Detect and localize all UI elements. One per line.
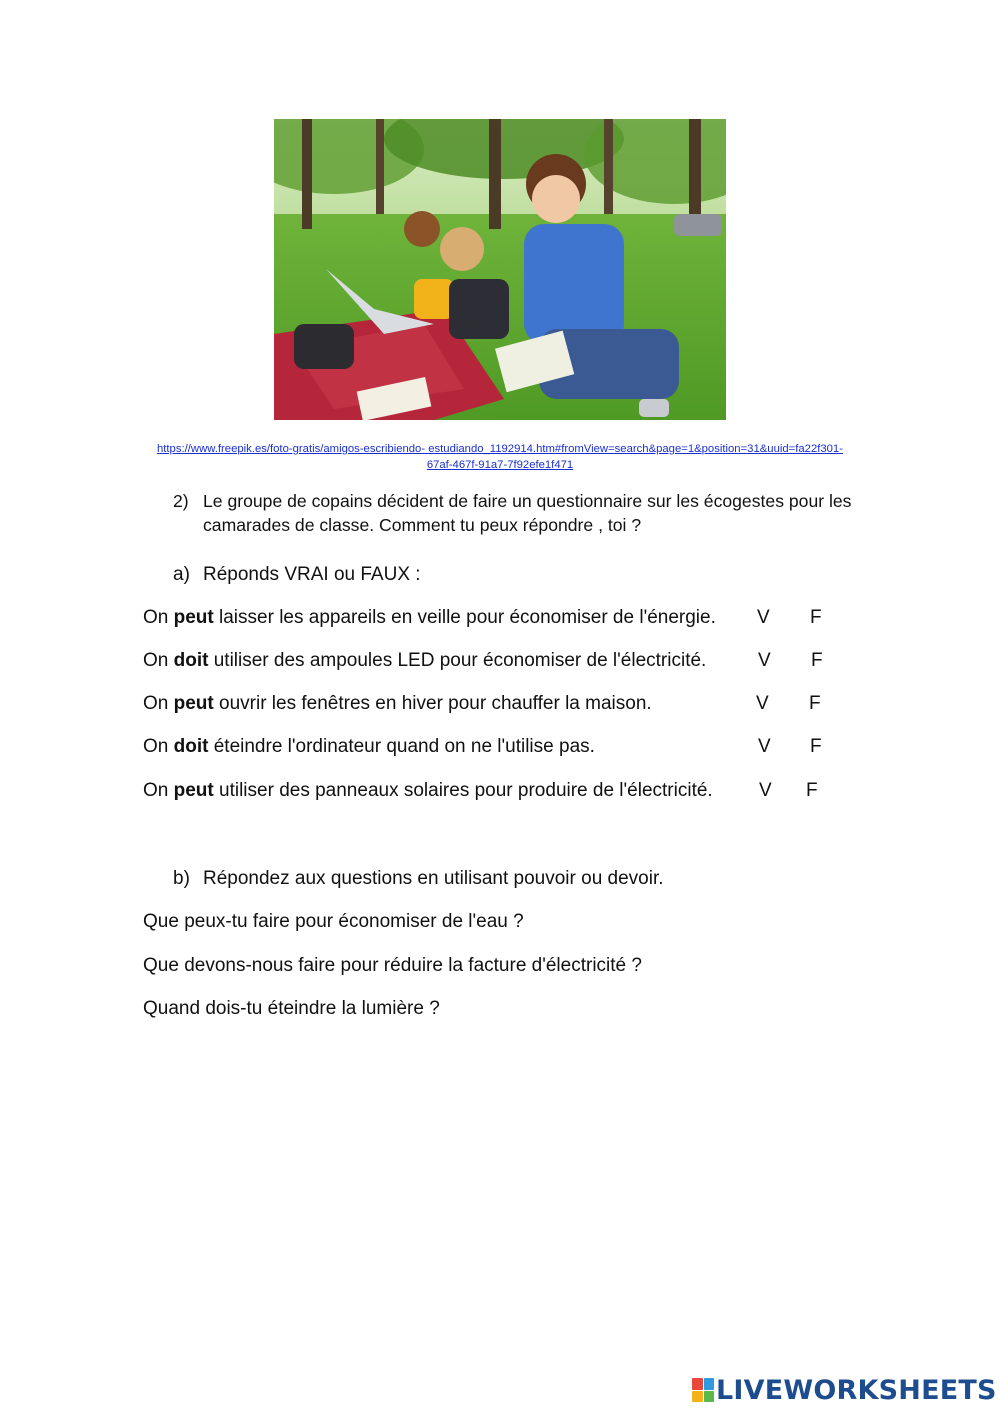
question-b1: Que peux-tu faire pour économiser de l'eau ? [143,911,524,932]
logo-tile [704,1391,715,1403]
statement-1 [143,606,716,630]
statement-modal: peut [173,607,214,628]
part-b-label: b) [173,868,190,889]
question-number: 2) [173,491,189,511]
statement-modal: peut [173,780,214,801]
logo-text: LIVEWORKSHEETS [716,1374,997,1406]
statement-modal: doit [173,650,209,671]
statement-prefix: On [143,607,174,628]
false-option-5[interactable]: F [806,780,818,801]
statement-4 [143,735,595,759]
true-option-3[interactable]: V [756,693,769,714]
statement-prefix: On [143,650,174,671]
true-option-1[interactable]: V [757,607,770,628]
liveworksheets-logo[interactable] [692,1374,997,1406]
statement-2 [143,649,706,673]
statement-rest: éteindre l'ordinateur quand on ne l'utilise pas. [208,736,595,757]
photo-illustration [274,119,726,420]
false-option-4[interactable]: F [810,736,822,757]
true-option-2[interactable]: V [758,650,771,671]
source-link-line1[interactable]: https://www.freepik.es/foto-gratis/amigos-escribiendo- estudiando_1192914.htm#fromView=search&page=1&position=31&uuid=fa22f301- [157,443,843,455]
part-a-instruction: Réponds VRAI ou FAUX : [203,564,421,585]
statement-rest: utiliser des panneaux solaires pour produire de l'électricité. [213,780,713,801]
true-option-5[interactable]: V [759,780,772,801]
part-a-label: a) [173,564,190,585]
logo-tile [692,1391,703,1403]
liveworksheets-logo-icon [692,1378,714,1402]
statement-modal: peut [173,693,214,714]
question-text: Le groupe de copains décident de faire un questionnaire sur les écogestes pour les camarades de classe. Comment tu peux répondre , toi ? [203,491,852,535]
question-b2: Que devons-nous faire pour réduire la facture d'électricité ? [143,955,642,976]
question-b3: Quand dois-tu éteindre la lumière ? [143,998,440,1019]
statement-rest: ouvrir les fenêtres en hiver pour chauffer la maison. [213,693,652,714]
statement-prefix: On [143,780,174,801]
false-option-2[interactable]: F [811,650,823,671]
statement-modal: doit [173,736,209,757]
false-option-1[interactable]: F [810,607,822,628]
statement-3 [143,692,652,716]
source-link[interactable] [140,441,860,473]
logo-tile [704,1378,715,1390]
statement-prefix: On [143,736,174,757]
statement-rest: utiliser des ampoules LED pour économiser de l'électricité. [208,650,707,671]
false-option-3[interactable]: F [809,693,821,714]
statement-rest: laisser les appareils en veille pour économiser de l'énergie. [213,607,716,628]
statement-5 [143,779,713,803]
source-link-line2[interactable]: 67af-467f-91a7-7f92efe1f471 [426,459,574,471]
logo-tile [692,1378,703,1390]
true-option-4[interactable]: V [758,736,771,757]
part-b-instruction: Répondez aux questions en utilisant pouvoir ou devoir. [203,868,664,889]
statement-prefix: On [143,693,174,714]
students-in-park-photo [274,119,726,420]
